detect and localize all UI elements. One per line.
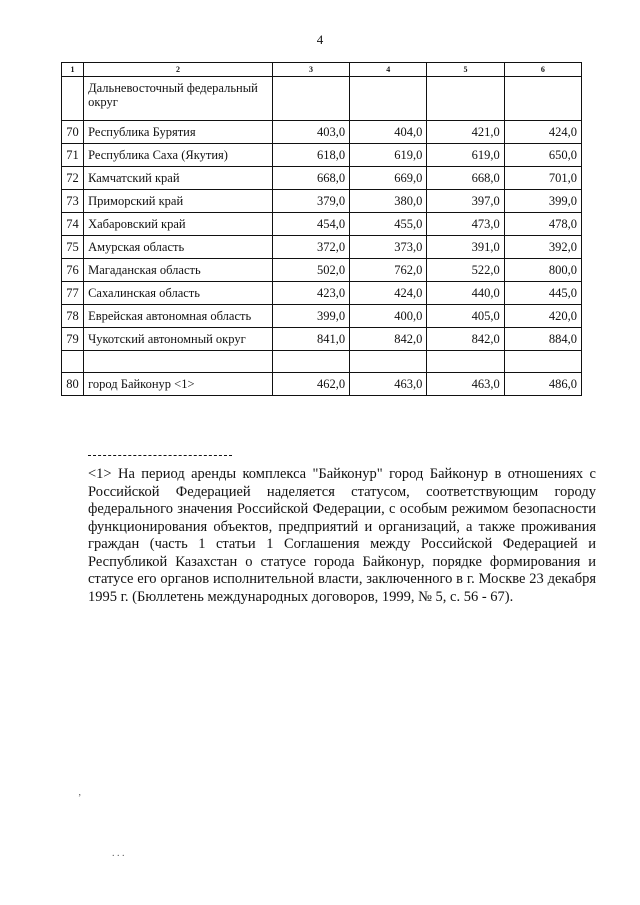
value-col4: 669,0: [350, 167, 427, 190]
value-col5: 405,0: [427, 305, 504, 328]
column-number-row: [62, 63, 582, 77]
table-row: [62, 259, 582, 282]
column-header: 6: [504, 63, 581, 77]
value-col3: 462,0: [272, 373, 349, 396]
table-row: [62, 236, 582, 259]
row-number: 73: [62, 190, 84, 213]
table-row: [62, 190, 582, 213]
table-row: [62, 144, 582, 167]
column-header: 1: [62, 63, 84, 77]
value-col5: 391,0: [427, 236, 504, 259]
value-col5: 397,0: [427, 190, 504, 213]
row-number: 77: [62, 282, 84, 305]
row-number: 74: [62, 213, 84, 236]
value-col5: 463,0: [427, 373, 504, 396]
value-col6: 424,0: [504, 121, 581, 144]
region-name: Еврейская автономная область: [84, 305, 273, 328]
row-number: 75: [62, 236, 84, 259]
column-header: 2: [84, 63, 273, 77]
value-col4: 463,0: [350, 373, 427, 396]
value-col3: 502,0: [272, 259, 349, 282]
scan-mark: . . .: [112, 848, 125, 859]
value-col5: 473,0: [427, 213, 504, 236]
value-col5: 619,0: [427, 144, 504, 167]
region-name: Приморский край: [84, 190, 273, 213]
value-col6: 478,0: [504, 213, 581, 236]
value-col6: 399,0: [504, 190, 581, 213]
value-col6: 800,0: [504, 259, 581, 282]
value-col5: 522,0: [427, 259, 504, 282]
value-col6: 486,0: [504, 373, 581, 396]
value-col3: 618,0: [272, 144, 349, 167]
value-col6: 445,0: [504, 282, 581, 305]
row-number: 79: [62, 328, 84, 351]
value-col4: 373,0: [350, 236, 427, 259]
value-col3: 399,0: [272, 305, 349, 328]
value-col3: 668,0: [272, 167, 349, 190]
table-row: [62, 282, 582, 305]
value-col4: 400,0: [350, 305, 427, 328]
row-number: 76: [62, 259, 84, 282]
table-row: [62, 213, 582, 236]
value-col4: 619,0: [350, 144, 427, 167]
regions-table: [61, 62, 582, 396]
value-col3: 403,0: [272, 121, 349, 144]
value-col6: 884,0: [504, 328, 581, 351]
value-col4: 380,0: [350, 190, 427, 213]
group-row: [62, 77, 582, 121]
region-name: город Байконур <1>: [84, 373, 273, 396]
column-header: 5: [427, 63, 504, 77]
value-col6: 392,0: [504, 236, 581, 259]
region-name: Магаданская область: [84, 259, 273, 282]
value-col5: 440,0: [427, 282, 504, 305]
value-col6: 701,0: [504, 167, 581, 190]
spacer-row: [62, 351, 582, 373]
value-col4: 455,0: [350, 213, 427, 236]
group-label: Дальневосточный федеральный округ: [84, 77, 273, 121]
region-name: Сахалинская область: [84, 282, 273, 305]
value-col5: 668,0: [427, 167, 504, 190]
value-col5: 421,0: [427, 121, 504, 144]
value-col4: 842,0: [350, 328, 427, 351]
value-col3: 379,0: [272, 190, 349, 213]
scan-mark: ʼ: [78, 793, 82, 804]
value-col4: 404,0: [350, 121, 427, 144]
footnote-separator: [88, 455, 232, 456]
value-col6: 650,0: [504, 144, 581, 167]
row-number: 70: [62, 121, 84, 144]
value-col4: 424,0: [350, 282, 427, 305]
table-row: [62, 167, 582, 190]
value-col4: 762,0: [350, 259, 427, 282]
row-number: 78: [62, 305, 84, 328]
column-header: 3: [272, 63, 349, 77]
column-header: 4: [350, 63, 427, 77]
region-name: Камчатский край: [84, 167, 273, 190]
table-row: [62, 305, 582, 328]
footnote-text: <1> На период аренды комплекса "Байконур" город Байконур в отношениях с Российской Федерацией наделяется статусом, соответствующим городу федерального значения Российской Федерации, с особым режимом безопасности функционирования объектов, предприятий и организаций, а также проживания граждан (часть 1 статьи 1 Соглашения между Российской Федерацией и Республикой Казахстан о статусе города Байконур, порядке формирования и статусе его органов исполнительной власти, заключенного в г. Москве 23 декабря 1995 г. (Бюллетень международных договоров, 1999, № 5, с. 56 - 67).: [88, 466, 596, 605]
region-name: Хабаровский край: [84, 213, 273, 236]
region-name: Республика Бурятия: [84, 121, 273, 144]
table-row: [62, 121, 582, 144]
value-col5: 842,0: [427, 328, 504, 351]
value-col3: 454,0: [272, 213, 349, 236]
value-col3: 841,0: [272, 328, 349, 351]
row-number: 71: [62, 144, 84, 167]
page-number: 4: [316, 32, 324, 47]
value-col6: 420,0: [504, 305, 581, 328]
table-row: [62, 328, 582, 351]
table-row: [62, 373, 582, 396]
region-name: Республика Саха (Якутия): [84, 144, 273, 167]
value-col3: 423,0: [272, 282, 349, 305]
row-number: 72: [62, 167, 84, 190]
row-number: 80: [62, 373, 84, 396]
value-col3: 372,0: [272, 236, 349, 259]
region-name: Амурская область: [84, 236, 273, 259]
region-name: Чукотский автономный округ: [84, 328, 273, 351]
